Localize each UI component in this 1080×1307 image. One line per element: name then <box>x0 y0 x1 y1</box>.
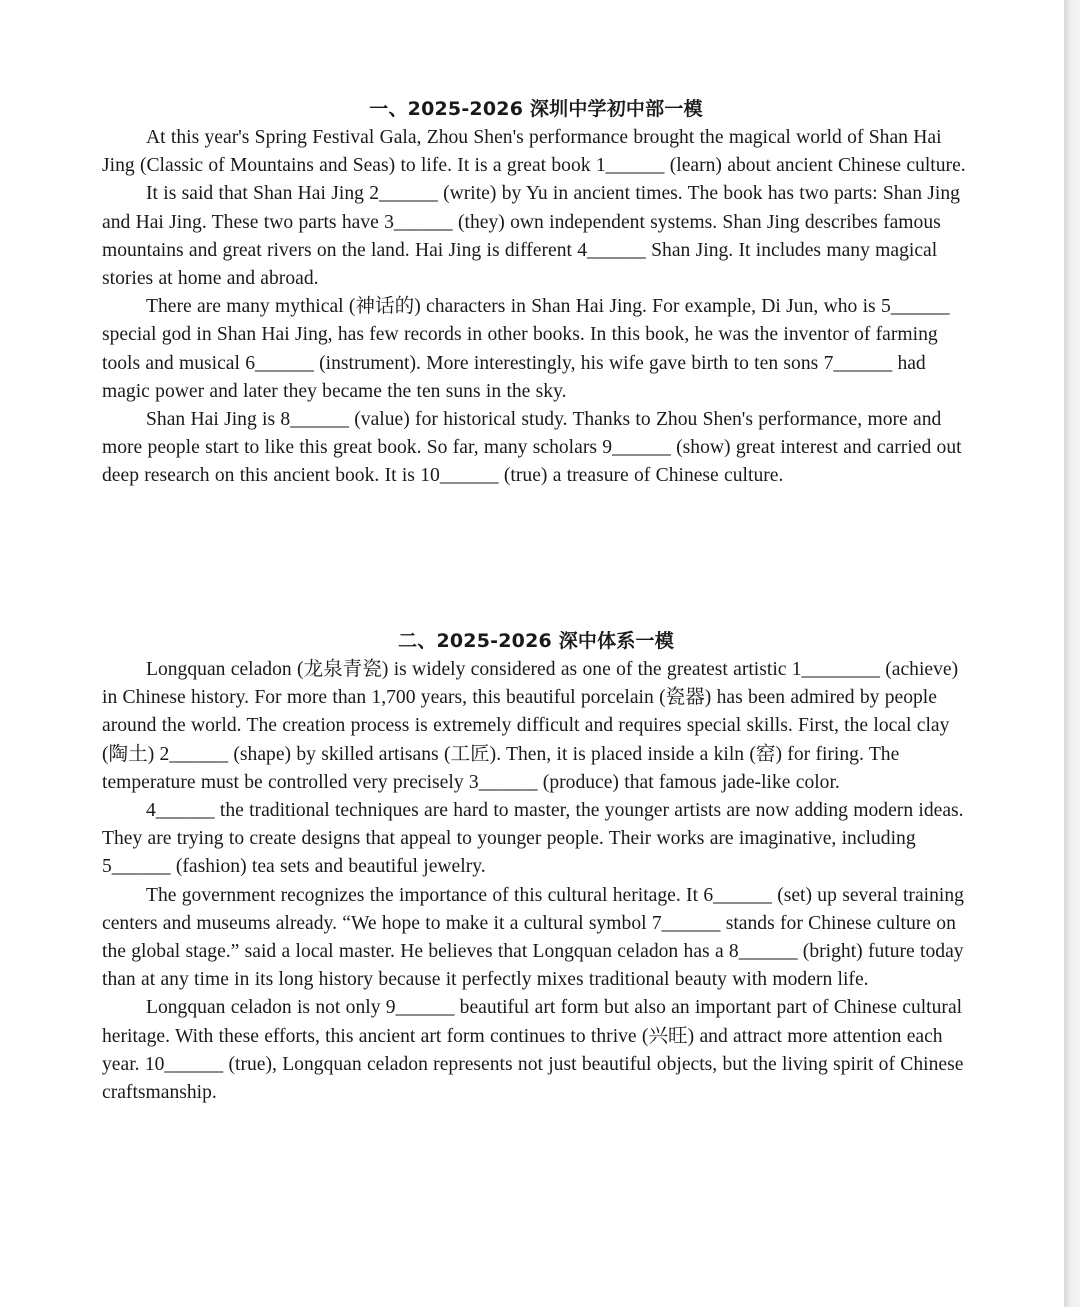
paragraph: Longquan celadon (龙泉青瓷) is widely considered as one of the greatest artistic 1________ (achieve) in Chinese history. For more than 1,700 years, this beautiful porcelain (瓷器) has been admired by people around the world. The creation process is extremely difficult and requires special skills. First, the local clay (陶土) 2______ (shape) by skilled artisans (工匠). Then, it is placed inside a kiln (窑) for firing. The temperature must be controlled very precisely 3______ (produce) that famous jade-like color. <box>102 659 959 793</box>
paragraph: Shan Hai Jing is 8______ (value) for historical study. Thanks to Zhou Shen's performance, more and more people start to like this great book. So far, many scholars 9______ (show) great interest and carried out deep research on this ancient book. It is 10______ (true) a treasure of Chinese culture. <box>102 409 962 487</box>
exercise-section-2 <box>102 626 970 1107</box>
paragraph: At this year's Spring Festival Gala, Zhou Shen's performance brought the magical world of Shan Hai Jing (Classic of Mountains and Seas) to life. It is a great book 1______ (learn) about ancient Chinese culture. <box>102 127 966 177</box>
paragraph: There are many mythical (神话的) characters in Shan Hai Jing. For example, Di Jun, who is 5______ special god in Shan Hai Jing, has few records in other books. In this book, he was the inventor of farming tools and musical 6______ (instrument). More interestingly, his wife gave birth to ten sons 7______ had magic power and later they became the ten suns in the sky. <box>102 296 950 402</box>
exercise-section-1 <box>102 94 970 491</box>
page-edge-shadow <box>1064 0 1080 1307</box>
section-title: 二、2025-2026 深中体系一模 <box>398 630 674 652</box>
paragraph: 4______ the traditional techniques are hard to master, the younger artists are now adding modern ideas. They are trying to create designs that appeal to younger people. Their works are imaginative, including 5______ (fashion) tea sets and beautiful jewelry. <box>102 800 964 878</box>
section-title: 一、2025-2026 深圳中学初中部一模 <box>369 98 703 120</box>
paragraph: It is said that Shan Hai Jing 2______ (write) by Yu in ancient times. The book has two parts: Shan Jing and Hai Jing. These two parts have 3______ (they) own independent systems. Shan Jing describes famous mountains and great rivers on the land. Hai Jing is different 4______ Shan Jing. It includes many magical stories at home and abroad. <box>102 183 960 290</box>
paragraph: The government recognizes the importance of this cultural heritage. It 6______ (set) up several training centers and museums already. “We hope to make it a cultural symbol 7______ stands for Chinese culture on the global stage.” said a local master. He believes that Longquan celadon has a 8______ (bright) future today than at any time in its long history because it perfectly mixes traditional beauty with modern life. <box>102 884 964 991</box>
paragraph: Longquan celadon is not only 9______ beautiful art form but also an important part of Chinese cultural heritage. With these efforts, this ancient art form continues to thrive (兴旺) and attract more attention each year. 10______ (true), Longquan celadon represents not just beautiful objects, but the living spirit of Chinese craftsmanship. <box>102 997 964 1104</box>
